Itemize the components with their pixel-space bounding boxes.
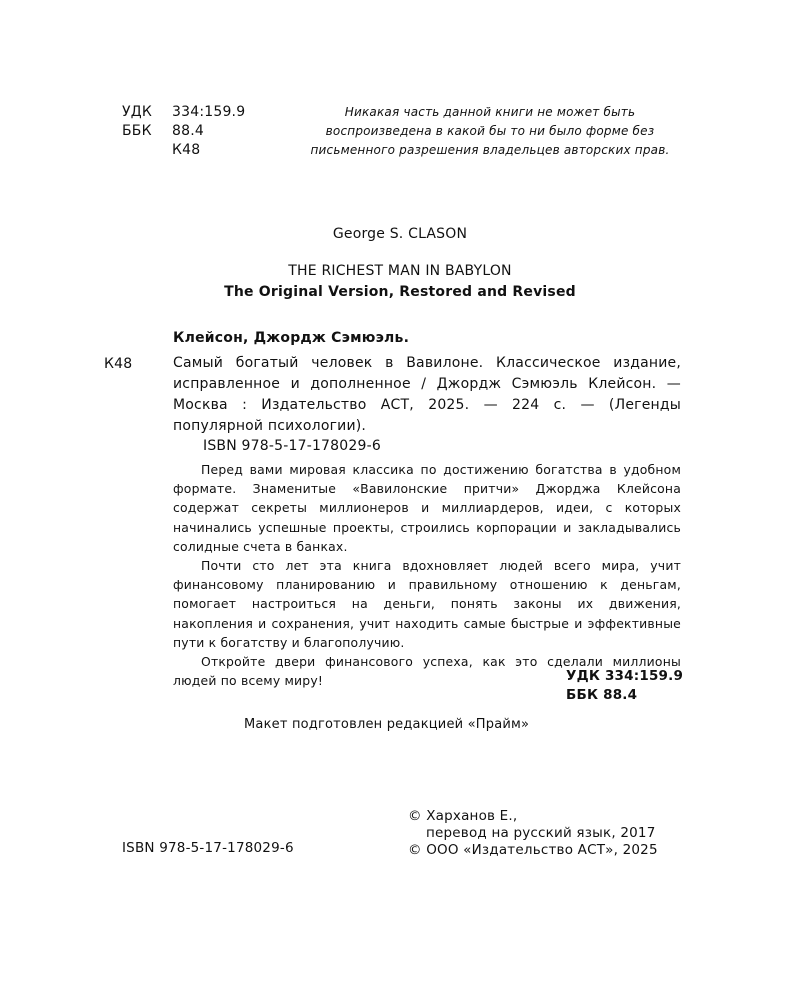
udk-label: УДК: [122, 104, 153, 120]
notice-line: воспроизведена в какой бы то ни было форме без: [325, 124, 655, 138]
original-author: George S. CLASON: [332, 226, 468, 242]
notice-line: письменного разрешения владельцев авторских прав.: [310, 143, 670, 157]
udk-code: УДК 334:159.9: [566, 668, 684, 684]
copyright-block: [408, 808, 708, 859]
bbk-value: 88.4: [172, 123, 204, 139]
layout-note: Макет подготовлен редакцией «Прайм»: [244, 717, 530, 732]
annotation-paragraph: Почти сто лет эта книга вдохновляет людей всего мира, учит финансовому планированию и правильному отношению к деньгам, помогает настроиться на деньги, понять законы их движения, накопления и сохранения, учит находить самые быстрые и эффективные пути к богатству и благополучию.: [173, 558, 681, 650]
bbk-code: ББК 88.4: [566, 687, 638, 703]
copyright-translator: © Харханов Е.,: [408, 808, 518, 824]
original-edition: [180, 224, 620, 303]
entry-isbn: ISBN 978-5-17-178029-6: [203, 438, 381, 454]
author-heading: Клейсон, Джордж Сэмюэль.: [173, 330, 410, 346]
original-subtitle: The Original Version, Restored and Revised: [224, 284, 576, 300]
classification-codes: [566, 667, 683, 705]
classification-labels: [122, 103, 152, 141]
author-sign: К48: [172, 142, 201, 158]
annotation-paragraph: Перед вами мировая классика по достижению богатства в удобном формате. Знаменитые «Вавилонские притчи» Джорджа Клейсона содержат секреты миллионеров и миллиардеров, идеи, с которых начинались успешные проекты, строились корпорации и закладывались солидные счета в банках.: [173, 462, 681, 554]
original-title: THE RICHEST MAN IN BABYLON: [288, 263, 512, 279]
copyright-notice: [290, 103, 690, 160]
entry-sign: К48: [104, 356, 133, 372]
annotation-paragraph: Откройте двери финансового успеха, как это сделали миллионы людей по всему миру!: [173, 654, 681, 689]
copyright-publisher: © ООО «Издательство АСТ», 2025: [408, 842, 658, 858]
notice-line: Никакая часть данной книги не может быть: [344, 105, 636, 119]
bbk-label: ББК: [122, 123, 152, 139]
annotation: [173, 460, 684, 690]
copyright-translator-detail: перевод на русский язык, 2017: [426, 825, 656, 841]
udk-value: 334:159.9: [172, 104, 246, 120]
classification-values: [172, 103, 245, 160]
entry-description: Самый богатый человек в Вавилоне. Классическое издание, исправленное и дополненное / Джордж Сэмюэль Клейсон. — Москва : Издательство АСТ, 2025. — 224 с. — (Легенды популярной психологии).: [173, 355, 681, 434]
footer-isbn: ISBN 978-5-17-178029-6: [122, 840, 294, 856]
